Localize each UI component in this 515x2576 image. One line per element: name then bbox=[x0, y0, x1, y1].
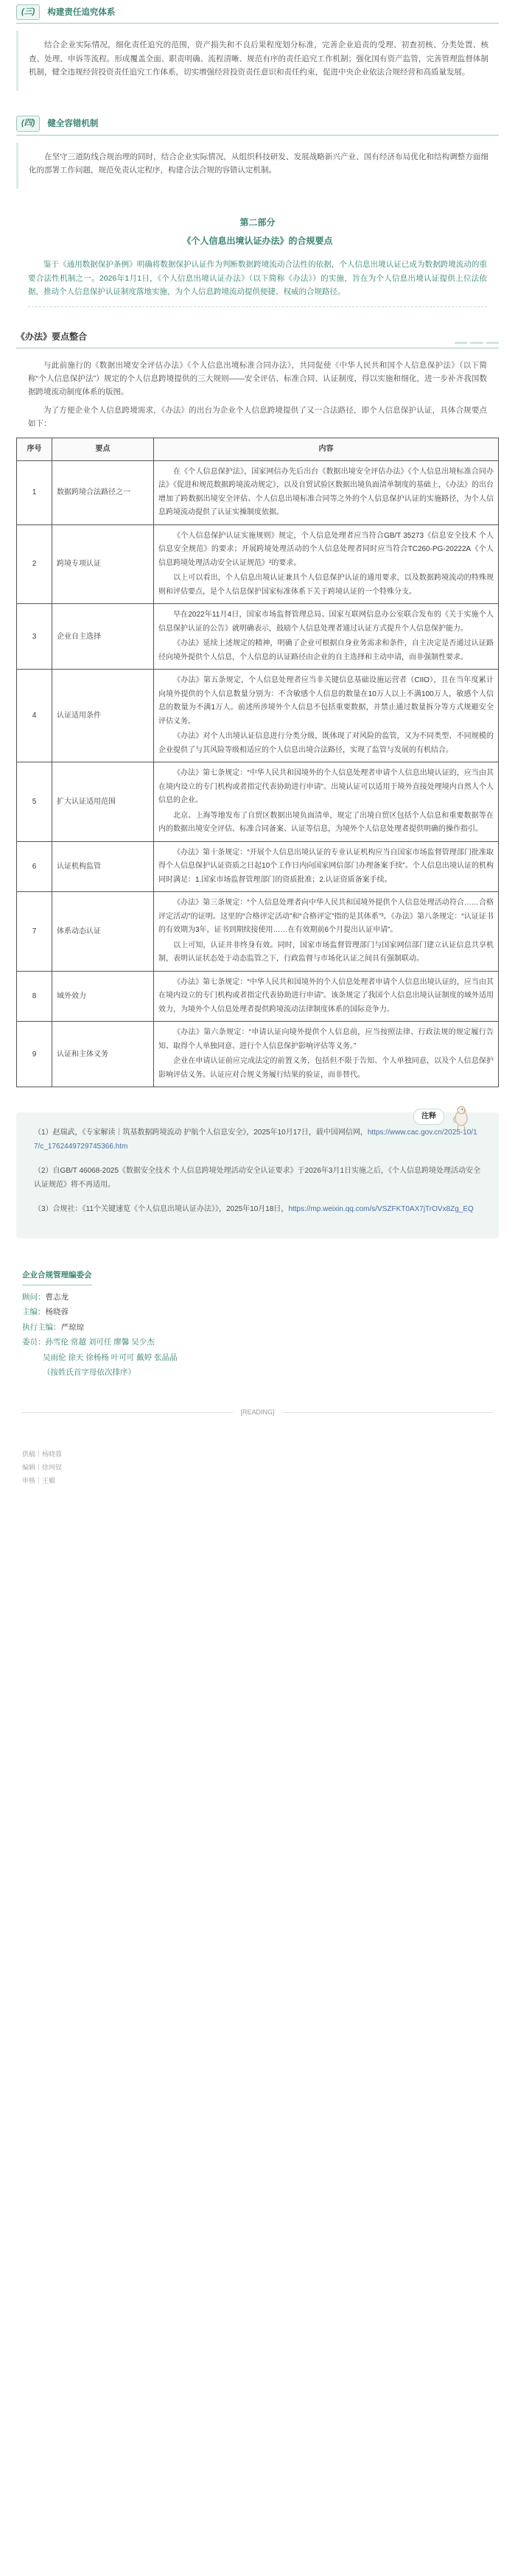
cell-key-point: 体系动态认证 bbox=[52, 892, 154, 972]
cell-content bbox=[154, 670, 499, 762]
credit-value: 杨晓蓉 bbox=[42, 1450, 63, 1459]
cell-content bbox=[154, 524, 499, 604]
column-header-no: 序号 bbox=[17, 438, 52, 461]
section-responsibility bbox=[16, 0, 499, 91]
credit-label: 供稿｜ bbox=[22, 1450, 43, 1459]
table-row bbox=[17, 892, 499, 972]
column-header-content: 内容 bbox=[154, 438, 499, 461]
cell-paragraph: 《办法》对个人出境认证信息进行分类分级，既体现了对风险的监管，又为不同类型、不同规模的企业提供了与其风险等级相适应的个人信息出境合法路径，实现了监管与发展的有机结合。 bbox=[158, 732, 494, 754]
decorative-lines bbox=[455, 339, 499, 345]
cell-paragraph: 以上可知，认证并非终身有效。同时，国家市场监督管理部门与国家网信部门建立认证信息共享机制，表明认证状态处于动态监管之下，行政监督与市场化认证之间具有强制联动。 bbox=[158, 941, 494, 964]
part-heading bbox=[0, 215, 515, 249]
section-header bbox=[16, 0, 499, 24]
cell-number: 6 bbox=[17, 841, 52, 892]
credit-value: 王媚 bbox=[42, 1477, 56, 1485]
divider-line bbox=[22, 1412, 233, 1413]
part-intro: 鉴于《通用数据保护条例》明确将数据保护认证作为判断数据跨境流动合法性的依据，个人信息出境认证已成为数据跨境流动的重要合法性机制之一。2026年1月1日，《个人信息出境认证办法》（以下简称《办法》）的实施，旨在为个人信息出境认证提供上位法依据，推动个人信息保护认证制度落地实施，为个人信息跨境流动提供便捷、权威的合规路径。 bbox=[28, 258, 487, 306]
credit-row bbox=[22, 1474, 493, 1487]
committee-row bbox=[22, 1305, 493, 1319]
credits bbox=[22, 1447, 493, 1487]
section-number: (四) bbox=[16, 116, 40, 131]
cell-key-point: 企业自主选择 bbox=[52, 604, 154, 670]
section-number: (三) bbox=[16, 4, 40, 20]
cell-content bbox=[154, 841, 499, 892]
row-label: 委员： bbox=[22, 1338, 46, 1347]
committee-members-more: 吴雨伦 徐天 徐杨杨 叶可可 戴婷 张晶晶 bbox=[43, 1352, 178, 1362]
reading-label: [READING] bbox=[240, 1408, 275, 1416]
cell-number: 2 bbox=[17, 524, 52, 604]
table-row bbox=[17, 460, 499, 524]
section-paragraph: 结合企业实际情况，细化责任追究的范围，资产损失和不良后果程度划分标准，完善企业追责的受理、初查初核、分类处置、核查、处理、申诉等流程。形成覆盖全面、职责明确、流程清晰、规范有序的责任追究工作机制；强化国有资产监管，完善管理监督体制机制，健全违规经营投资责任追究工作体系，切实增强经营投资责任意识和责任约束，促进中央企业依法合规经营和高质量发展。 bbox=[29, 41, 488, 77]
cell-paragraph: 《办法》第七条规定：“中华人民共和国境外的个人信息处理者申请个人信息出境认证的，应当由其在境内设立的专门机构或者指定代表协助进行申请”。出境认证可以适用于境外直接处理境内自然人个人信息的企业。 bbox=[158, 769, 494, 805]
cell-paragraph: 在《个人信息保护法》，国家网信办先后出台《数据出境安全评估办法》《个人信息出境标准合同办法》《促进和规范数据跨境流动规定》，以及自贸试验区数据出境负面清单制度的基础上，《办法》的出台增加了跨数据出境安全评估、个人信息出境标准合同等之外的个人信息保护认证的实施路径，为个人信息跨境流动提供了认证实操制度依据。 bbox=[158, 467, 494, 517]
note-item bbox=[34, 1202, 481, 1216]
note-text: （3）合规社：《11个关键速览《个人信息出境认证办法》》，2025年10月18日， bbox=[34, 1205, 289, 1214]
notes-list bbox=[34, 1126, 481, 1216]
table-body bbox=[17, 460, 499, 1087]
cell-content bbox=[154, 892, 499, 972]
note-text: （2）自GB/T 46068-2025《数据安全技术 个人信息跨境处理活动安全认证要求》于2026年3月1日实施之后，《个人信息跨境处理活动安全认证规范》将不再适用。 bbox=[34, 1167, 481, 1190]
cell-key-point: 数据跨境合法路径之一 bbox=[52, 460, 154, 524]
part-number: 第二部分 bbox=[239, 217, 276, 228]
committee-row bbox=[22, 1290, 493, 1305]
section-title: 健全容错机制 bbox=[47, 119, 99, 128]
note-link[interactable]: https://mp.weixin.qq.com/s/VSZFKT0AX7jTrOVx8Zg_EQ bbox=[288, 1205, 474, 1214]
row-value: 杨晓蓉 bbox=[45, 1308, 69, 1317]
credit-row bbox=[22, 1461, 493, 1474]
cell-content bbox=[154, 762, 499, 842]
section-header bbox=[16, 111, 499, 135]
summary-text bbox=[28, 359, 487, 431]
cell-paragraph: 《办法》第三条规定：“个人信息处理者向中华人民共和国境外提供个人信息处理活动符合……合格评定活动”的证明。这里的“合格评定活动”和“合格评定”指的是其体系”³。《办法》第八条规定：“认证证书的有效期为3年，证书到期续接使用……在有效期前6个月提出认证申请”。 bbox=[158, 899, 494, 935]
section-paragraph: 在坚守三道防线合规治理的同时，结合企业实际情况，从组织科技研发、发展战略新兴产业、国有经济布局优化和结构调整方面细化的部署工作问题，规范免责认定程序，构建合法合规的容错认定机制。 bbox=[29, 152, 488, 175]
committee-note: （按姓氏首字母依次排序） bbox=[43, 1368, 136, 1378]
cell-paragraph: 《办法》延续上述规定的精神，明确了企业可根据自身业务需求和条件，自主决定是否通过认证路径向境外提供个人信息，个人信息的认证路径由企业的自主选择和主动申请，而非强制性要求。 bbox=[158, 639, 494, 661]
cell-content bbox=[154, 460, 499, 524]
column-header-key: 要点 bbox=[52, 438, 154, 461]
row-value: 曹志龙 bbox=[45, 1292, 69, 1302]
section-fault-tolerance bbox=[16, 111, 499, 189]
cell-content bbox=[154, 604, 499, 670]
notes-tag bbox=[413, 1102, 474, 1131]
table-row bbox=[17, 670, 499, 762]
cell-paragraph: 《办法》第五条规定，个人信息处理者应当非关键信息基础设施运营者（CIIO），且在当年度累计向境外提供的个人信息数量分别为：不含敏感个人信息的数量在10万人以上不满100万人，敏感个人信息的数量为不满1万人。前述所涉境外个人信息不包括重要数据，并禁止通过数量拆分等方式规避安全评估义务。 bbox=[158, 676, 494, 726]
notes-label: 注释 bbox=[413, 1109, 444, 1125]
summary-title: 《办法》要点整合 bbox=[16, 331, 88, 342]
table-row bbox=[17, 524, 499, 604]
bird-illustration-icon bbox=[449, 1102, 474, 1131]
cell-number: 3 bbox=[17, 604, 52, 670]
cell-paragraph: 《办法》第七条规定：“中华人民共和国境外的个人信息处理者申请个人信息出境认证的，应当由其在境内设立的专门机构或者指定代表协助进行申请”。该条规定了我国个人信息出境认证制度的域外适用效力，为境外个人信息处理者提供跨境流动法律制度体系的国际竞争力。 bbox=[158, 978, 494, 1014]
cell-key-point: 认证机构监管 bbox=[52, 841, 154, 892]
committee-row bbox=[22, 1320, 493, 1335]
cell-content bbox=[154, 1022, 499, 1087]
divider-line bbox=[282, 1412, 493, 1413]
credit-label: 编辑｜ bbox=[22, 1464, 43, 1472]
summary-paragraph: 与此前施行的《数据出境安全评估办法》《个人信息出境标准合同办法》，共同促使《中华人民共和国个人信息保护法》（以下简称“个人信息保护法”）规定的个人信息跨境提供的三大规则——安全评估、标准合同、认证制度，得以实施和细化，进一步补齐我国数据跨境流动制度体系的版图。 bbox=[28, 360, 487, 397]
cell-key-point: 跨境专项认证 bbox=[52, 524, 154, 604]
notes-box bbox=[16, 1112, 499, 1238]
cell-paragraph: 《个人信息保护认证实施规则》规定，个人信息处理者应当符合GB/T 35273《信息安全技术 个人信息安全规范》的要求；开展跨境处理活动的个人信息处理者同时应当符合TC260-PG-20222A《个人信息跨境处理活动安全认证规范》²的要求。 bbox=[158, 531, 494, 567]
row-label: 顾问： bbox=[22, 1292, 46, 1302]
row-label: 主编： bbox=[22, 1308, 46, 1317]
summary-header bbox=[16, 329, 499, 348]
committee-title: 企业合规管理编委会 bbox=[22, 1268, 92, 1285]
summary-paragraph: 为了方便企业个人信息跨境需求，《办法》的出台为企业个人信息跨境提供了又一合法路径，即个人信息保护认证，具体合规要点如下： bbox=[28, 405, 487, 428]
table-row bbox=[17, 841, 499, 892]
cell-paragraph: 以上可以看出，个人信息出境认证兼具个人信息保护认证的通用要求，以及数据跨境流动的特殊规则和评估要点，是个人信息保护国家标准体系下关于跨境认证的一个特殊分支。 bbox=[158, 574, 494, 596]
cell-paragraph: 《办法》第六条规定：“申请认证向境外提供个人信息前，应当按照法律、行政法规的规定履行告知、取得个人单独同意、进行个人信息保护影响评估等义务。” bbox=[158, 1028, 494, 1050]
editorial-committee bbox=[22, 1268, 493, 1380]
part-title: 《个人信息出境认证办法》的合规要点 bbox=[182, 236, 333, 247]
cell-key-point: 认证和主体义务 bbox=[52, 1022, 154, 1087]
cell-key-point: 认证适用条件 bbox=[52, 670, 154, 762]
cell-number: 5 bbox=[17, 762, 52, 842]
section-body bbox=[16, 143, 499, 189]
table-row bbox=[17, 762, 499, 842]
cell-paragraph: 北京、上海等地发布了自贸区数据出境负面清单，规定了出境自贸区包括个人信息和重要数据等在内的数据出境安全评估、标准合同备案、认证等信息，为境外个人信息处理者提供明确的操作指引。 bbox=[158, 811, 494, 834]
row-value: 孙雪伦 常越 刘可任 廖馨 吴少杰 bbox=[45, 1338, 155, 1347]
reading-divider bbox=[22, 1407, 493, 1419]
cell-number: 1 bbox=[17, 460, 52, 524]
cell-number: 4 bbox=[17, 670, 52, 762]
credit-value: 徐珂钗 bbox=[42, 1464, 63, 1472]
table-row bbox=[17, 604, 499, 670]
table-row bbox=[17, 1022, 499, 1087]
section-title: 构建责任追究体系 bbox=[47, 7, 116, 17]
row-value: 严琼琼 bbox=[60, 1322, 84, 1332]
row-label: 执行主编： bbox=[22, 1322, 61, 1332]
section-body bbox=[16, 31, 499, 91]
note-link[interactable]: https://www.cac.gov.cn/2025-10/17/c_1762449729745366.htm bbox=[34, 1129, 477, 1151]
table-header-row bbox=[17, 438, 499, 461]
cell-key-point: 域外效力 bbox=[52, 971, 154, 1022]
table-row bbox=[17, 971, 499, 1022]
cell-paragraph: 《办法》第十条规定：“开展个人信息出境认证的专业认证机构应当自国家市场监督管理部门批准取得个人信息保护认证资质之日起10个工作日内向国家网信部门办理备案手续”。个人信息出境认证的机构同时满足：1.国家市场监督管理部门的资质批准；2.认证资质备案手续。 bbox=[158, 848, 494, 884]
cell-key-point: 扩大认证适用范围 bbox=[52, 762, 154, 842]
cell-number: 7 bbox=[17, 892, 52, 972]
key-points-table bbox=[16, 438, 499, 1087]
cell-paragraph: 企业在申请认证前应完成法定的前置义务，包括但不限于告知、个人单独同意，以及个人信息保护影响评估义务。认证应对合规义务履行结果的验证，而非替代。 bbox=[158, 1057, 494, 1079]
cell-paragraph: 早在2022年11月4日，国家市场监督管理总局、国家互联网信息办公室联合发布的《关于实施个人信息保护认证的公告》就明确表示，鼓励个人信息处理者通过认证方式提升个人信息保护能力。 bbox=[158, 611, 494, 633]
credit-row bbox=[22, 1447, 493, 1461]
credit-label: 审核｜ bbox=[22, 1477, 43, 1485]
note-item bbox=[34, 1164, 481, 1192]
committee-row bbox=[22, 1335, 493, 1350]
note-text: （1）赵瑞武，《专家解读｜筑基数据跨境流动 护航个人信息安全》，2025年10月17日，载中国网信网， bbox=[34, 1129, 368, 1137]
cell-content bbox=[154, 971, 499, 1022]
reading-text: READING bbox=[242, 1408, 273, 1416]
cell-number: 8 bbox=[17, 971, 52, 1022]
cell-number: 9 bbox=[17, 1022, 52, 1087]
